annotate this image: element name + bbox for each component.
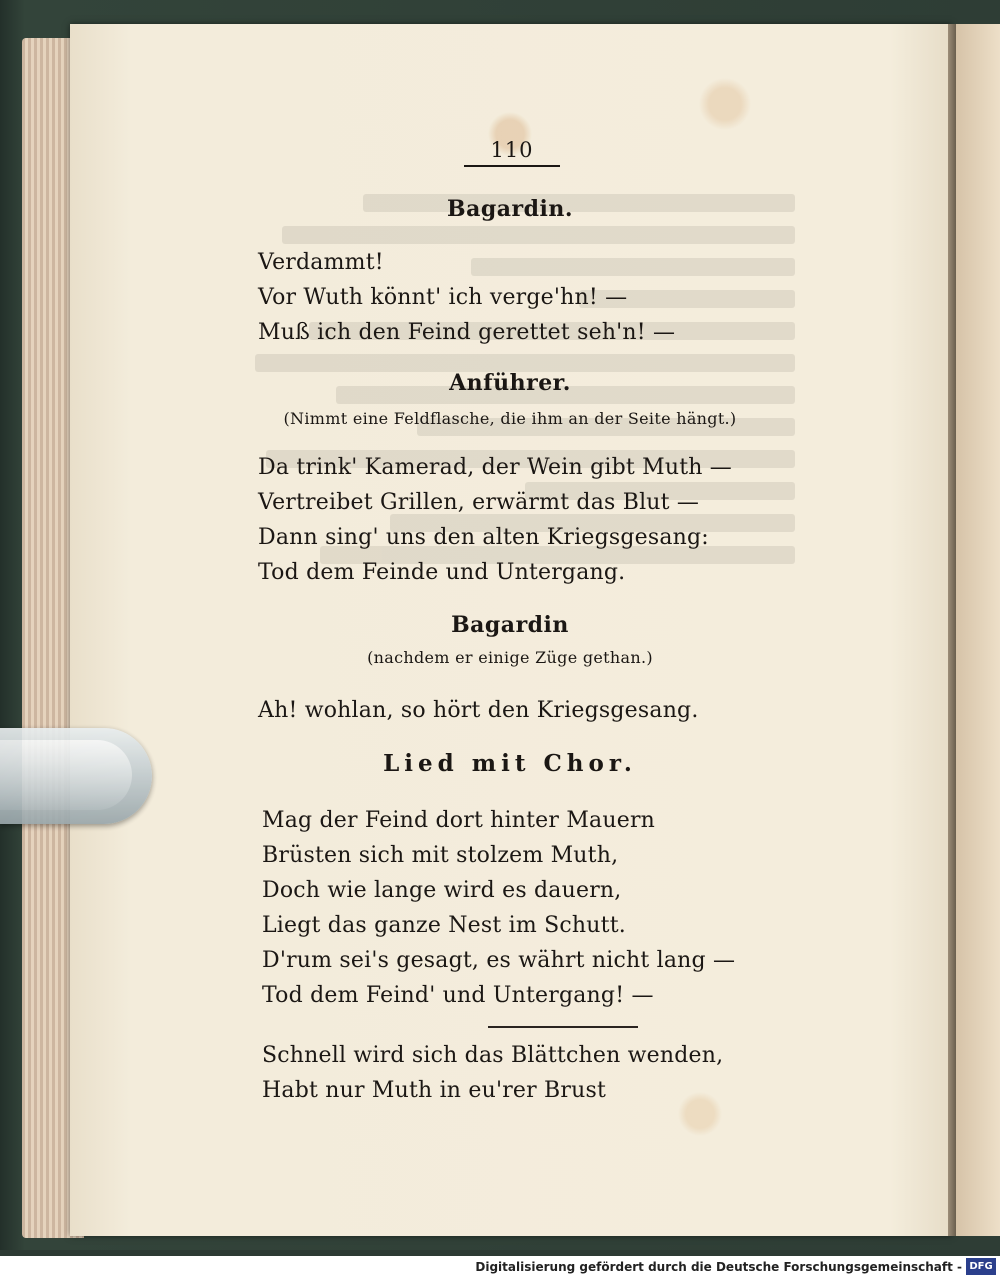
- verse-line: Doch wie lange wird es dauern,: [262, 878, 622, 903]
- verse-line: Verdammt!: [258, 250, 384, 275]
- verse-line: Vor Wuth könnt' ich verge'hn! —: [258, 285, 628, 310]
- stage-direction: (Nimmt eine Feldflasche, die ihm an der Seite hängt.): [283, 409, 737, 428]
- page-clip-highlight: [0, 740, 132, 810]
- verse-line: Tod dem Feind' und Untergang! —: [262, 983, 654, 1008]
- dfg-logo: DFG: [966, 1258, 996, 1275]
- verse-line: Dann sing' uns den alten Kriegsgesang:: [258, 525, 709, 550]
- song-title: Lied mit Chor.: [383, 750, 637, 777]
- verse-line: Ah! wohlan, so hört den Kriegsgesang.: [258, 698, 699, 723]
- verse-line: Habt nur Muth in eu'rer Brust: [262, 1078, 607, 1103]
- page-number-rule: [464, 165, 560, 167]
- verse-line: Mag der Feind dort hinter Mauern: [262, 808, 656, 833]
- verse-line: Vertreibet Grillen, erwärmt das Blut —: [258, 490, 700, 515]
- speaker-bagardin: Bagardin.: [447, 196, 573, 222]
- speaker-bagardin-2: Bagardin: [451, 612, 569, 638]
- facing-page-edge: [956, 24, 1000, 1236]
- verse-line: Da trink' Kamerad, der Wein gibt Muth —: [258, 455, 733, 480]
- verse-line: D'rum sei's gesagt, es währt nicht lang —: [262, 948, 736, 973]
- verse-line: Liegt das ganze Nest im Schutt.: [262, 913, 626, 938]
- page-number: 110: [490, 138, 534, 162]
- digitization-credit: Digitalisierung gefördert durch die Deutsche Forschungsgemeinschaft -: [475, 1260, 962, 1274]
- verse-line: Brüsten sich mit stolzem Muth,: [262, 843, 619, 868]
- speaker-anfuehrer: Anführer.: [449, 370, 571, 396]
- page-clip: [0, 728, 152, 824]
- verse-line: Muß ich den Feind gerettet seh'n! —: [258, 320, 676, 345]
- verse-line: Tod dem Feinde und Untergang.: [258, 560, 626, 585]
- section-divider: [488, 1026, 638, 1028]
- verse-line: Schnell wird sich das Blättchen wenden,: [262, 1043, 724, 1068]
- stage-direction: (nachdem er einige Züge gethan.): [367, 648, 653, 667]
